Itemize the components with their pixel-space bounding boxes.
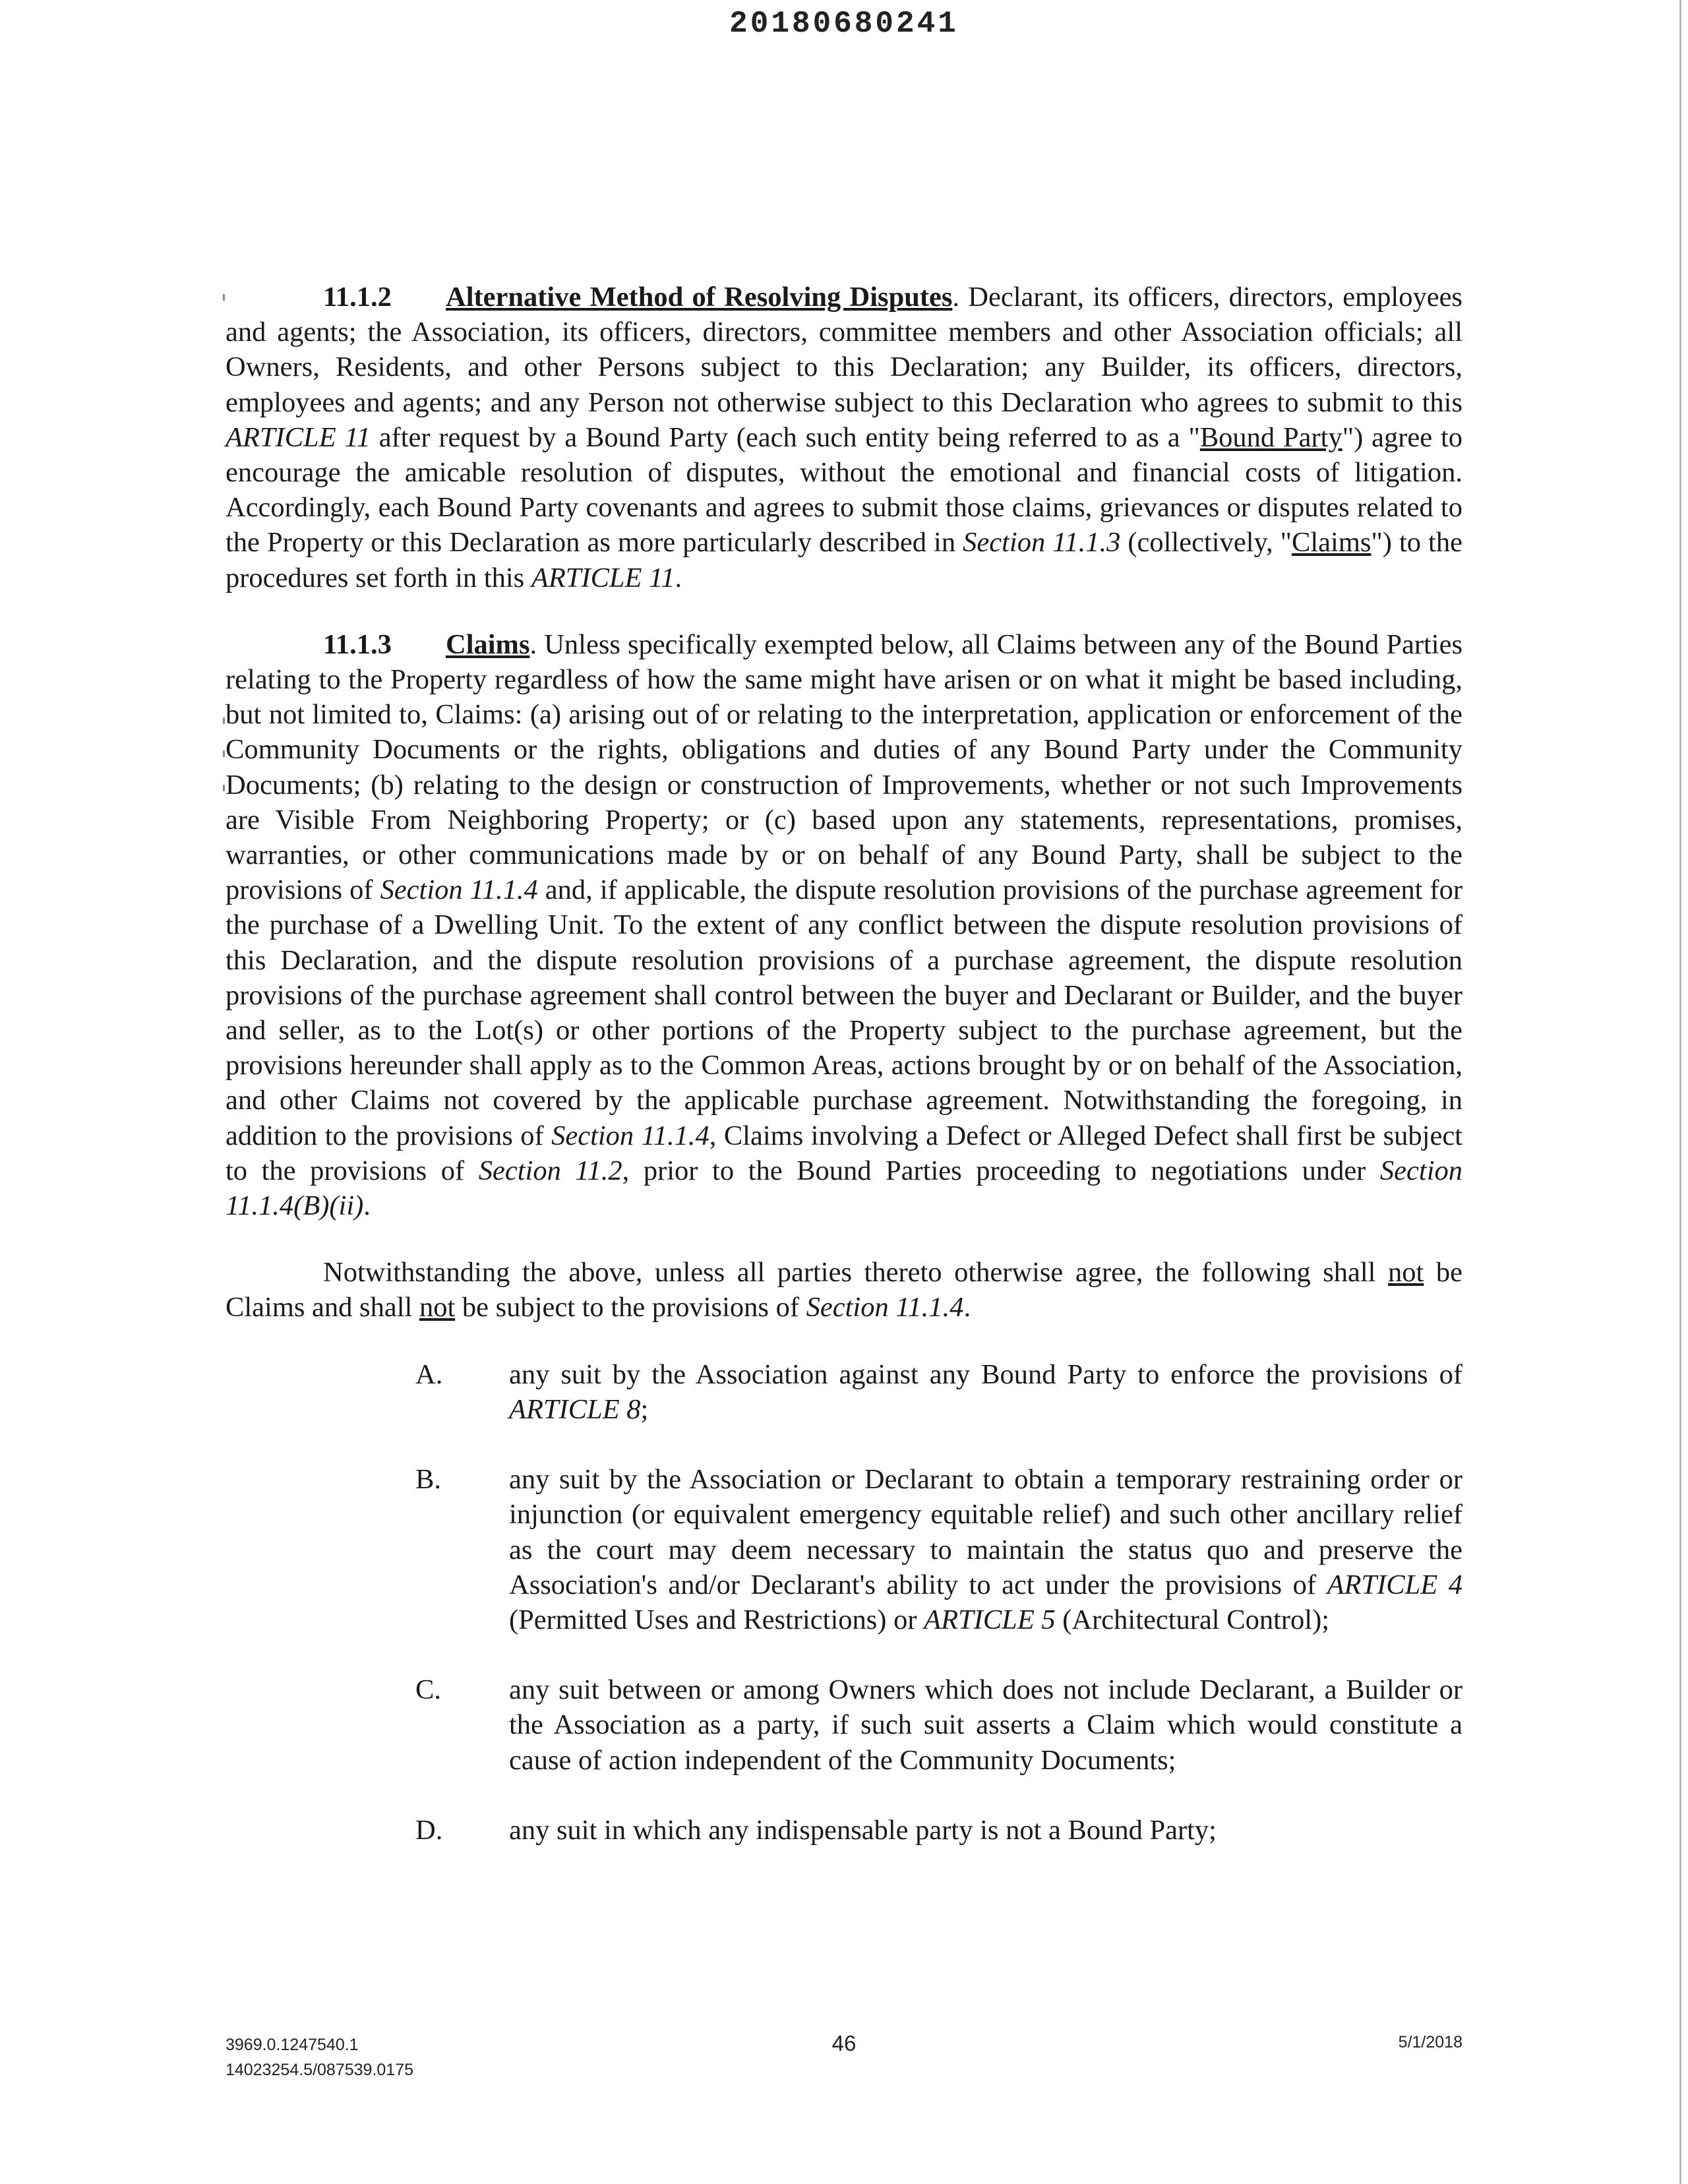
list-item-a: A. any suit by the Association against any Bound Party to enforce the provisions of ARTICLE 8; [226,1357,1462,1427]
scan-speck [223,750,225,757]
list-letter: B. [415,1464,441,1496]
article-reference: ARTICLE 11 [226,421,371,453]
list-letter: C. [415,1674,441,1706]
emphasis-not: not [419,1292,456,1323]
section-11-1-3: 11.1.3 Claims. Unless specifically exempted below, all Claims between any of the Bound Parties relating to the Property regardless of how the same might have arisen or on what it might be based including, but not limited to, Claims: (a) arising out of or relating to the interpretation, application or enforcement of the Community Documents or the rights, obligations and duties of any Bound Party under the Community Documents; (b) relating to the design or construction of Improvements, whether or not such Improvements are Visible From Neighboring Property; or (c) based upon any statements, representations, promises, warranties, or other communications made by or on behalf of any Bound Party, shall be subject to the provisions of Section 11.1.4 and, if applicable, the dispute resolution provisions of the purchase agreement for the purchase of a Dwelling Unit. To the extent of any conflict between the dispute resolution provisions of this Declaration, and the dispute resolution provisions of a purchase agreement, the dispute resolution provisions of the purchase agreement shall control between the buyer and Declarant or Builder, and the buyer and seller, as to the Lot(s) or other portions of the Property subject to the purchase agreement, but the provisions hereunder shall apply as to the Common Areas, actions brought by or on behalf of the Association, and other Claims not covered by the applicable purchase agreement. Notwithstanding the foregoing, in addition to the provisions of Section 11.1.4, Claims involving a Defect or Alleged Defect shall first be subject to the provisions of Section 11.2, prior to the Bound Parties proceeding to negotiations under Section 11.1.4(B)(ii). [226,627,1462,1223]
defined-term: Bound Party [1199,421,1342,453]
list-item-d: D. any suit in which any indispensable party is not a Bound Party; [226,1813,1462,1848]
section-11-1-2: 11.1.2 Alternative Method of Resolving Disputes. Declarant, its officers, directors, employees and agents; the Association, its officers, directors, committee members and other Association officials; all Owners, Residents, and other Persons subject to this Declaration; any Builder, its officers, directors, employees and agents; and any Person not otherwise subject to this Declaration who agrees to submit to this ARTICLE 11 after request by a Bound Party (each such entity being referred to as a "Bound Party") agree to encourage the amicable resolution of disputes, without the emotional and financial costs of litigation. Accordingly, each Bound Party covenants and agrees to submit those claims, grievances or disputes related to the Property or this Declaration as more particularly described in Section 11.1.3 (collectively, "Claims") to the procedures set forth in this ARTICLE 11. [226,280,1462,595]
list-letter: A. [415,1358,443,1390]
list-item-c: C. any suit between or among Owners which does not include Declarant, a Builder or the Association as a party, if such suit asserts a Claim which would constitute a cause of action independent of the Community Documents; [226,1672,1462,1778]
list-letter: D. [415,1814,443,1846]
section-reference: Section 11.2 [478,1155,622,1186]
section-reference: Section 11.1.3 [963,527,1121,559]
section-number: 11.1.2 [323,282,392,313]
article-reference: ARTICLE 8 [509,1393,641,1425]
scan-speck [223,785,225,791]
scan-speck [223,294,225,301]
section-title: Alternative Method of Resolving Disputes [446,282,953,313]
article-reference: ARTICLE 5 [924,1604,1056,1635]
scan-edge-line [1679,0,1681,2184]
footer-doc-id-1: 3969.0.1247540.1 [226,2036,359,2054]
section-reference: Section 11.1.4 [806,1292,964,1323]
section-reference: Section 11.1.4 [380,874,538,906]
scan-speck [223,717,225,724]
section-reference: Section 11.1.4(B)(ii) [226,1155,1462,1222]
footer-date: 5/1/2018 [1398,2033,1462,2051]
section-number: 11.1.3 [323,628,392,660]
section-reference: Section 11.1.4 [551,1120,709,1151]
article-reference: ARTICLE 4 [1327,1569,1463,1600]
page-number: 46 [831,2031,857,2055]
document-body [226,280,1462,1848]
article-reference: ARTICLE 11 [531,562,675,593]
exemptions-paragraph: Notwithstanding the above, unless all parties thereto otherwise agree, the following shall not be Claims and shall not be subject to the provisions of Section 11.1.4. [226,1257,1462,1323]
emphasis-not: not [1388,1257,1424,1289]
defined-term: Claims [1292,527,1372,559]
section-title: Claims [446,628,530,660]
list-item-b: B. any suit by the Association or Declarant to obtain a temporary restraining order or injunction (or equivalent emergency equitable relief) and such other ancillary relief as the court may deem necessary to maintain the status quo and preserve the Association's and/or Declarant's ability to act under the provisions of ARTICLE 4 (Permitted Uses and Restrictions) or ARTICLE 5 (Architectural Control); [226,1462,1462,1637]
footer-doc-id-2: 14023254.5/087539.0175 [226,2061,414,2079]
recording-number: 20180680241 [729,7,959,41]
exemption-list [226,1357,1462,1848]
